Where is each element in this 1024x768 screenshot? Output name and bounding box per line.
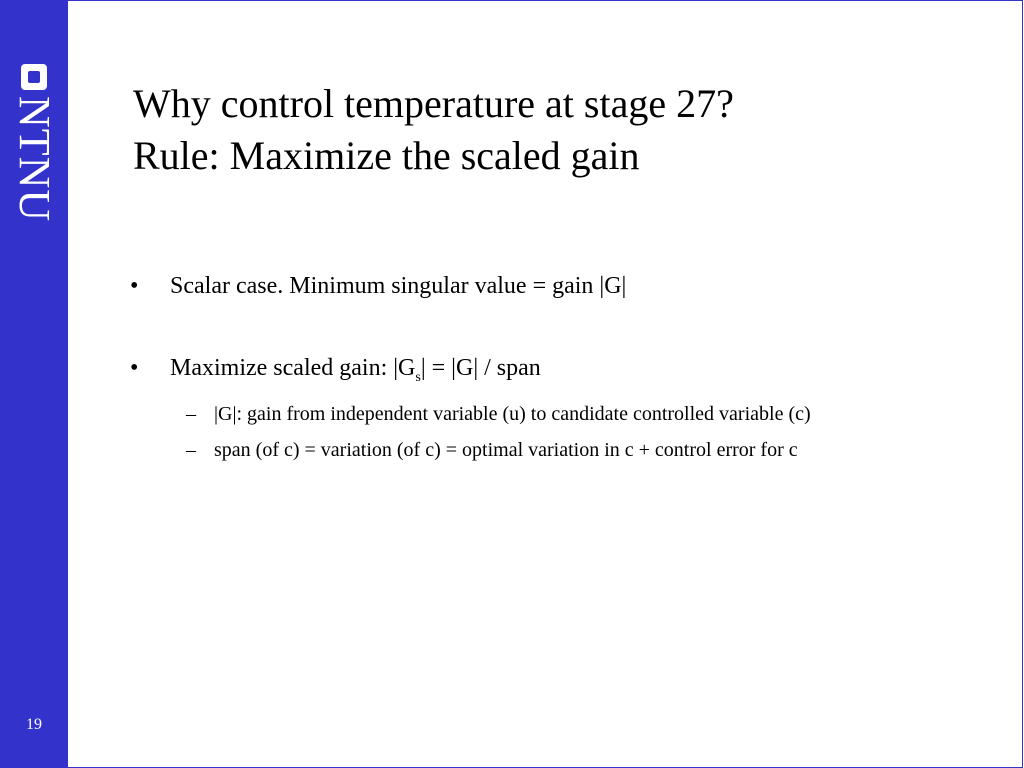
sub-bullet-item <box>130 432 1010 468</box>
sub-bullet-text: span (of c) = variation (of c) = optimal variation in c + control error for c <box>214 438 798 461</box>
bullet-marker: • <box>130 273 139 299</box>
bullet-item <box>130 350 1010 396</box>
bullet-text-part: | = |G| / span <box>420 355 541 381</box>
dash-marker: – <box>186 402 196 425</box>
bullet-list <box>130 268 1010 468</box>
page-number: 19 <box>26 716 42 733</box>
dash-marker: – <box>186 438 196 461</box>
bullet-marker: • <box>130 355 139 381</box>
subscript-s: s <box>415 369 421 385</box>
sub-bullet-text: |G|: gain from independent variable (u) to candidate controlled variable (c) <box>214 402 811 425</box>
ntnu-logo-text: NTNU <box>10 96 59 223</box>
ntnu-logo-icon <box>21 64 47 90</box>
bullet-item <box>130 268 1010 304</box>
bullet-text <box>170 355 541 385</box>
title-line-1: Why control temperature at stage 27? <box>133 81 734 126</box>
title-line-2: Rule: Maximize the scaled gain <box>133 133 640 178</box>
bullet-text-part: Maximize scaled gain: |G <box>170 355 416 381</box>
slide-title <box>133 78 734 182</box>
bullet-text: Scalar case. Minimum singular value = gain |G| <box>170 273 627 299</box>
sidebar <box>0 0 68 768</box>
sub-bullet-item <box>130 396 1010 432</box>
